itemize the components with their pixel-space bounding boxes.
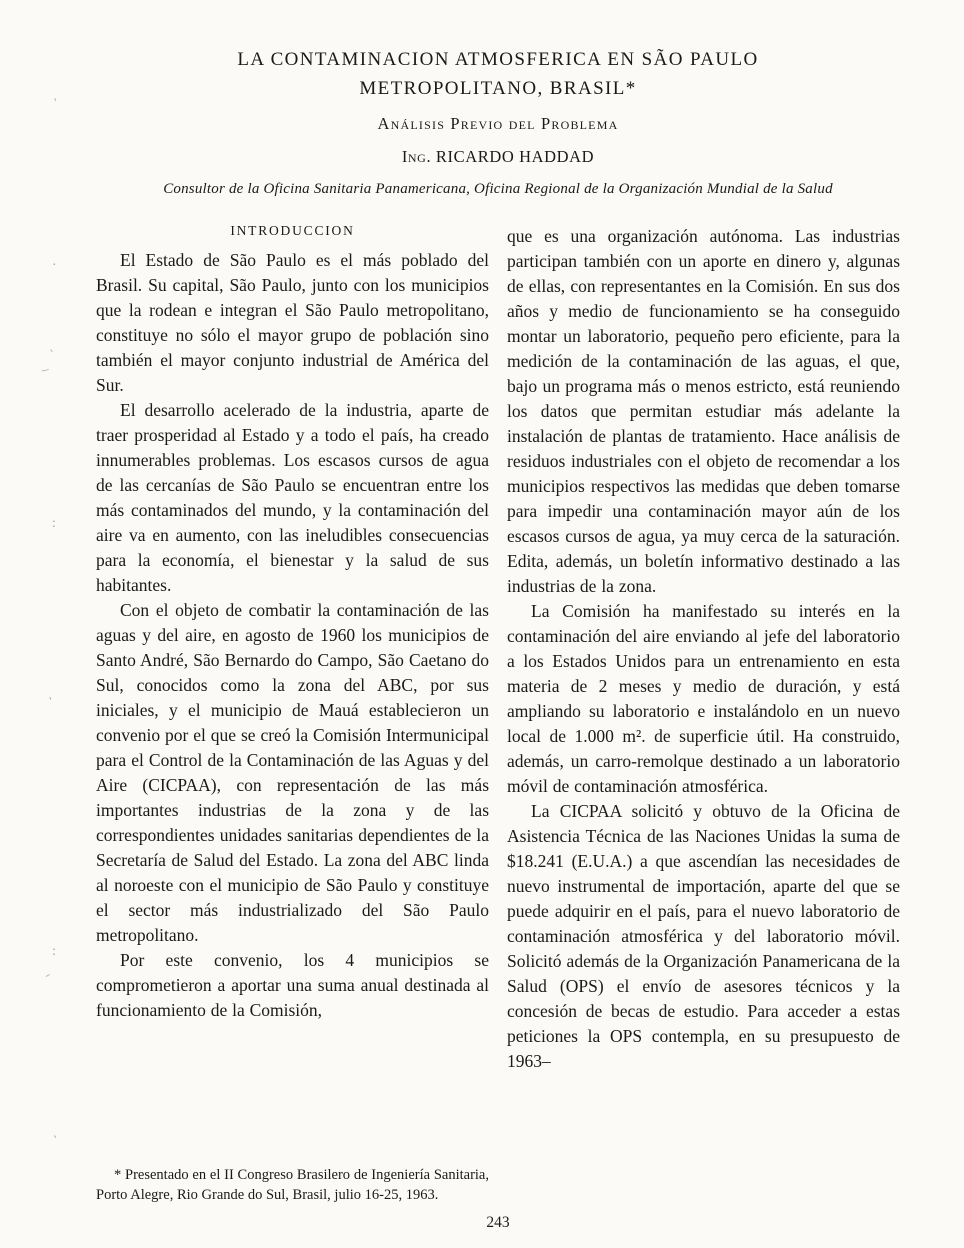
scan-artifact: · bbox=[52, 258, 57, 273]
paper-header bbox=[96, 46, 900, 198]
paragraph: que es una organización autónoma. Las industrias participan también con un aporte en dinero y, algunas de ellas, con representantes en la Comisión. En sus dos años y medio de funcionamiento se ha conseguido montar un laboratorio, pequeño pero eficiente, para la medición de la contaminación de las aguas, el que, bajo un programa más o menos estricto, está reuniendo los datos que permitan estudiar más adelante la instalación de plantas de tratamiento. Hace análisis de residuos industriales con el objeto de recomendar a los municipios respectivos las medidas que deben tomarse para impedir una contaminación mayor aún de los escasos cursos de agua, ya muy cerca de la saturación. Edita, además, un boletín informativo destinado a las industrias de la zona. bbox=[507, 226, 900, 596]
paragraph: Por este convenio, los 4 municipios se comprometieron a aportar una suma anual destinada al funcionamiento de la Comisión, bbox=[96, 950, 489, 1020]
scan-artifact: ˎ bbox=[52, 88, 66, 103]
right-column bbox=[507, 222, 900, 1205]
paragraph: La CICPAA solicitó y obtuvo de la Oficina de Asistencia Técnica de las Naciones Unidas la suma de $18.241 (E.U.A.) a que ascendían las necesidades de nuevo instrumental de importación, aparte del que se puede adquirir en el país, para el nuevo laboratorio de contaminación atmosférica y del laboratorio móvil. Solicitó además de la Organización Panamericana de la Salud (OPS) el envío de asesores técnicos y la concesión de becas de estudio. Para acceder a estas peticiones la OPS contempla, en su presupuesto de 1963– bbox=[507, 801, 900, 1071]
paper-title-line2: METROPOLITANO, BRASIL* bbox=[359, 77, 637, 99]
page-number: 243 bbox=[486, 1214, 510, 1231]
paper-subtitle: Análisis Previo del Problema bbox=[377, 114, 619, 133]
paragraph: La Comisión ha manifestado su interés en la contaminación del aire enviando al jefe del laboratorio a los Estados Unidos para un entrenamiento en esta materia de 2 meses y medio de duración, y está ampliando su laboratorio e instalándolo en un nuevo local de 1.000 m². de superficie útil. Ha construido, además, un carro-remolque destinado a un laboratorio móvil de contaminación atmosférica. bbox=[507, 601, 900, 796]
two-column-body bbox=[96, 222, 900, 1205]
left-column bbox=[96, 222, 489, 1205]
scan-artifact: ˏ bbox=[47, 685, 58, 702]
paper-title-line1: LA CONTAMINACION ATMOSFERICA EN SÃO PAULO bbox=[237, 49, 759, 70]
scan-artifact: ‾ bbox=[41, 367, 52, 389]
scan-artifact: ˉ bbox=[44, 971, 56, 988]
scan-artifact: : bbox=[52, 516, 56, 531]
footnote: * Presentado en el II Congreso Brasilero de Ingeniería Sanitaria, Porto Alegre, Rio Grande do Sul, Brasil, julio 16-25, 1963. bbox=[96, 1167, 489, 1203]
paragraph: El Estado de São Paulo es el más poblado del Brasil. Su capital, São Paulo, junto con los municipios que la rodean e integran el São Paulo metropolitano, constituye no sólo el mayor grupo de población sino también el mayor conjunto industrial de América del Sur. bbox=[96, 250, 489, 395]
section-heading-introduccion: INTRODUCCION bbox=[230, 223, 355, 238]
paper-title bbox=[96, 46, 900, 103]
author-name: Ing. RICARDO HADDAD bbox=[401, 147, 595, 166]
scan-artifact: ˏ bbox=[52, 1123, 61, 1140]
scan-artifact: : bbox=[52, 944, 56, 959]
author-affiliation: Consultor de la Oficina Sanitaria Panamericana, Oficina Regional de la Organización Mundial de la Salud bbox=[163, 181, 833, 197]
scan-artifact: ˏ bbox=[48, 337, 57, 354]
paragraph: Con el objeto de combatir la contaminación de las aguas y del aire, en agosto de 1960 los municipios de Santo André, São Bernardo do Campo, São Caetano do Sul, conocidos como la zona del ABC, por sus iniciales, y el municipio de Mauá establecieron un convenio por el que se creó la Comisión Intermunicipal para el Control de la Contaminación de las Aguas y del Aire (CICPAA), con representación de las más importantes industrias de la zona y de las correspondientes unidades sanitarias dependientes de la Secretaría de Salud del Estado. La zona del ABC linda al noroeste con el municipio de São Paulo y constituye el sector más industrializado del São Paulo metropolitano. bbox=[96, 600, 489, 945]
paragraph: El desarrollo acelerado de la industria, aparte de traer prosperidad al Estado y a todo el país, ha creado innumerables problemas. Los escasos cursos de agua de las cercanías de São Paulo se encuentran entre los más contaminados del mundo, y la contaminación del aire va en aumento, con las ineludibles consecuencias para la economía, el bienestar y la salud de sus habitantes. bbox=[96, 400, 489, 595]
page-footer bbox=[96, 1205, 900, 1232]
